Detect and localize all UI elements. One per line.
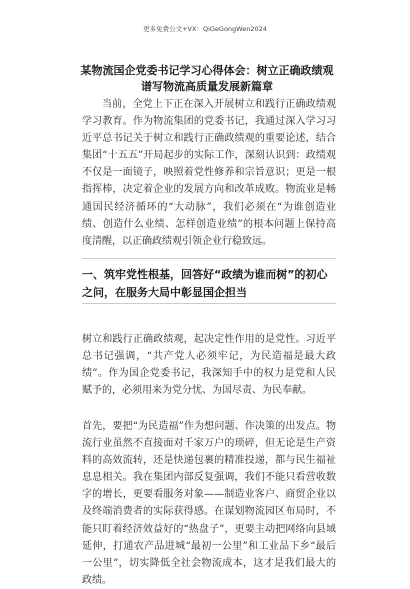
section-paragraph-2: 首先，要把“为民造福”作为想问题、作决策的出发点。物流行业虽然不直接面对千家万户的琐碎，但无论是生产资料的高效流转，还是快递包裹的精准投递，都与民生福祉息息相关。我在集团内部反复强调，我们不能只看营收数字的增长，更要看服务对象——制造业客户、商贸企业以及终端消费者的实际获得感。在谋划物流园区布局时，不能只盯着经济效益好的“热盘子”，更要主动把网络向县域延伸，打通农产品进城“最初一公里”和工业品下乡“最后一公里”，切实降低全社会物流成本，这才是我们最大的政绩。 (82, 421, 336, 586)
section-divider-bottom (82, 303, 336, 304)
intro-paragraph: 当前，全党上下正在深入开展树立和践行正确政绩观学习教育。作为物流集团的党委书记，我通过深入学习习近平总书记关于树立和践行正确政绩观的重要论述，结合集团“十五五”开局起步的实际工作，深刻认识到：政绩观不仅是一面镜子，映照着党性修养和宗旨意识；更是一根指挥棒，决定着企业的发展方向和改革成败。物流业是畅通国民经济循环的“大动脉”，我们必须在“为谁创造业绩、创造什么业绩、怎样创造业绩”的根本问题上保持高度清醒，以正确政绩观引领企业行稳致远。 (82, 99, 336, 247)
header-note: 更多免费公文+VX：QiGeGongWen2024 (143, 25, 267, 33)
section-divider-top (82, 258, 336, 259)
section-heading: 一、筑牢党性根基，回答好“政绩为谁而树”的初心之问，在服务大局中彰显国企担当 (82, 268, 328, 299)
section-paragraph-1: 树立和践行正确政绩观，起决定性作用的是党性。习近平总书记强调，“共产党人必须牢记，为民造福是最大政绩”。作为国企党委书记，我深知手中的权力是党和人民赋予的，必须用来为党分忧、为国尽责、为民奉献。 (82, 334, 336, 397)
document-title: 某物流国企党委书记学习心得体会：树立正确政绩观 谱写物流高质量发展新篇章 (80, 64, 334, 93)
